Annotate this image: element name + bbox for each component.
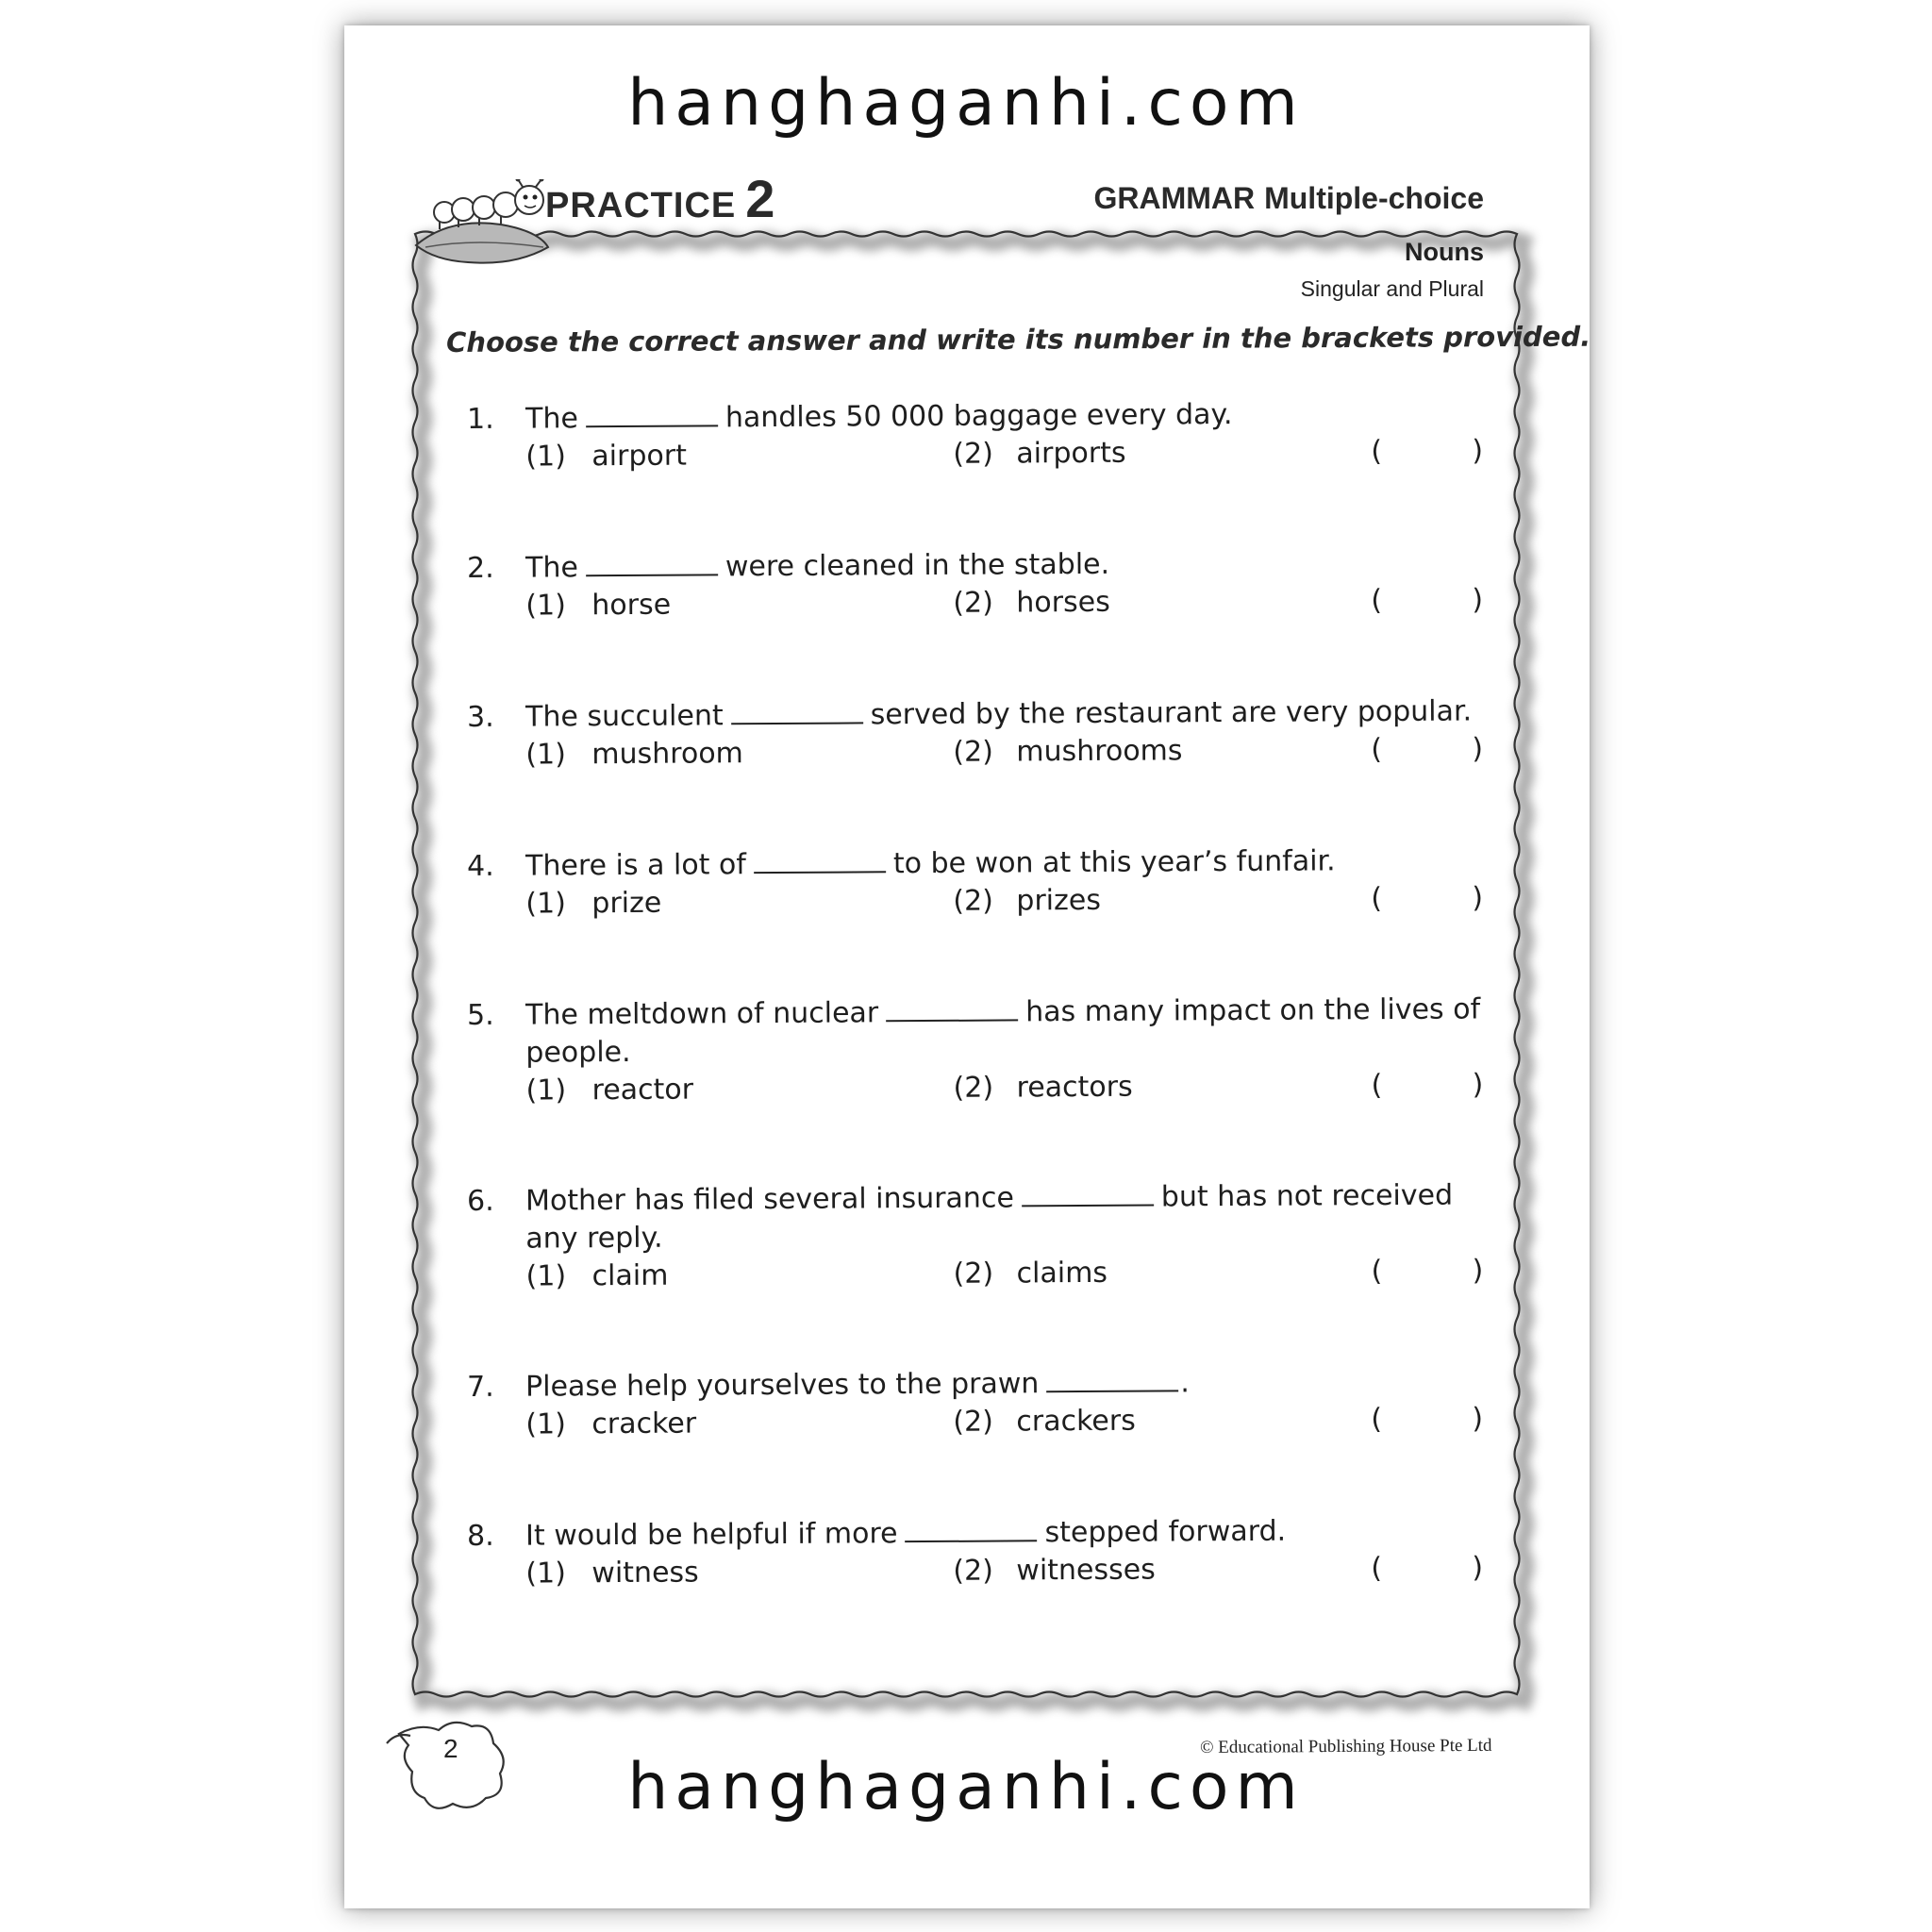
question-stem-end: to be won at this year’s funfair.: [892, 844, 1336, 881]
practice-number: 2: [745, 169, 775, 228]
caterpillar-leaf-icon: [411, 179, 553, 269]
question-number: 5.: [467, 998, 494, 1032]
answer-bracket-open[interactable]: (: [1371, 1552, 1383, 1586]
answer-bracket-open[interactable]: (: [1371, 733, 1383, 767]
option-1-text: claim: [591, 1258, 669, 1293]
question-stem-start: It would be helpful if more: [525, 1517, 898, 1553]
question-number: 3.: [467, 700, 494, 734]
option-1-text: witness: [591, 1556, 699, 1591]
answer-bracket-open[interactable]: (: [1371, 1255, 1383, 1289]
question-1: [467, 394, 1486, 476]
option-2-number: (2): [953, 1071, 994, 1105]
question-number: 6.: [467, 1184, 494, 1218]
option-2-text: horses: [1016, 585, 1110, 620]
question-stem-end: .: [1180, 1366, 1191, 1400]
question-stem-start: The succulent: [525, 699, 724, 734]
topic-title: Nouns: [1405, 238, 1484, 266]
option-2-text: prizes: [1016, 883, 1102, 918]
answer-bracket-open[interactable]: (: [1371, 882, 1383, 916]
option-2-number: (2): [953, 1405, 993, 1439]
option-2-number: (2): [953, 1257, 994, 1291]
question-stem-start: The meltdown of nuclear: [525, 996, 879, 1032]
answer-blank: [586, 549, 718, 576]
option-1-number: (1): [525, 738, 566, 772]
copyright-text: © Educational Publishing House Pte Ltd: [1200, 1735, 1492, 1757]
answer-bracket-close: ): [1472, 732, 1484, 766]
option-2-number: (2): [953, 1554, 993, 1588]
options-row: [467, 581, 1486, 625]
option-1-text: mushroom: [591, 737, 743, 772]
option-1-number: (1): [525, 1259, 567, 1293]
answer-bracket-close: ): [1472, 1551, 1484, 1585]
option-1-number: (1): [525, 1074, 567, 1108]
question-text-continued: any reply.: [525, 1221, 663, 1256]
question-text: [525, 692, 1472, 736]
question-text: [525, 1364, 1190, 1406]
options-row: [467, 1400, 1486, 1444]
question-2: [467, 543, 1486, 625]
options-row: [467, 432, 1486, 476]
question-number: 4.: [467, 849, 494, 883]
question-stem-end: but has not received: [1160, 1178, 1454, 1214]
practice-label: PRACTICE: [545, 186, 737, 225]
question-text: [525, 842, 1336, 885]
watermark-top: hanghaganhi.com: [627, 66, 1305, 141]
question-6: [467, 1176, 1487, 1296]
question-5: [467, 991, 1487, 1110]
option-2-number: (2): [953, 437, 993, 471]
answer-bracket-open[interactable]: (: [1371, 1069, 1383, 1103]
question-stem-end: were cleaned in the stable.: [724, 547, 1110, 584]
question-stem-start: There is a lot of: [525, 848, 747, 883]
question-stem-end: handles 50 000 baggage every day.: [724, 398, 1233, 435]
question-stem-start: Mother has filed several insurance: [525, 1181, 1014, 1218]
answer-bracket-close: ): [1472, 434, 1484, 468]
option-2-text: reactors: [1016, 1070, 1133, 1105]
option-2-number: (2): [953, 884, 993, 918]
options-row: [467, 1252, 1486, 1296]
question-7: [467, 1362, 1486, 1444]
answer-bracket-open[interactable]: (: [1371, 1403, 1383, 1437]
option-1-text: reactor: [591, 1073, 694, 1108]
answer-bracket-close: ): [1472, 583, 1484, 617]
question-text-continued: people.: [525, 1035, 631, 1070]
option-1-number: (1): [525, 440, 566, 474]
question-number: 1.: [467, 402, 494, 436]
option-2-number: (2): [953, 735, 993, 769]
option-1-text: horse: [591, 588, 672, 623]
option-2-number: (2): [953, 586, 993, 620]
page-number: 2: [443, 1734, 458, 1763]
answer-blank: [586, 400, 718, 427]
question-text: [525, 546, 1109, 588]
answer-bracket-close: ): [1472, 1254, 1484, 1288]
question-text: [525, 1513, 1286, 1556]
instruction-text: Choose the correct answer and write its number in the brackets provided.: [446, 320, 1591, 358]
option-1-text: airport: [591, 439, 688, 474]
subtopic-title: Singular and Plural: [1300, 276, 1484, 301]
answer-blank: [886, 994, 1018, 1022]
question-number: 2.: [467, 551, 494, 585]
question-4: [467, 841, 1486, 924]
answer-bracket-close: ): [1472, 881, 1484, 915]
options-row: [467, 1066, 1486, 1110]
question-stem-end: served by the restaurant are very popular.: [870, 694, 1473, 732]
practice-title: [545, 168, 774, 229]
question-3: [467, 692, 1486, 774]
option-1-number: (1): [525, 1557, 566, 1591]
question-stem-start: The: [525, 551, 579, 585]
question-text: [525, 1177, 1453, 1221]
question-stem-start: Please help yourselves to the prawn: [525, 1367, 1040, 1404]
answer-blank: [731, 697, 863, 724]
option-2-text: claims: [1016, 1256, 1108, 1291]
question-number: 7.: [467, 1370, 494, 1404]
question-stem-end: has many impact on the lives of: [1025, 992, 1481, 1029]
question-text: [525, 991, 1480, 1034]
question-8: [467, 1511, 1486, 1593]
answer-bracket-close: ): [1472, 1402, 1484, 1436]
question-stem-end: stepped forward.: [1044, 1514, 1287, 1550]
option-1-text: cracker: [591, 1407, 697, 1441]
question-number: 8.: [467, 1519, 494, 1553]
options-row: [467, 879, 1486, 924]
section-label: GRAMMAR: [1093, 181, 1256, 215]
section-heading: [1093, 181, 1484, 216]
option-2-text: mushrooms: [1016, 734, 1183, 769]
option-2-text: airports: [1016, 436, 1126, 471]
option-2-text: witnesses: [1016, 1553, 1156, 1588]
option-1-number: (1): [525, 1407, 566, 1441]
question-stem-start: The: [525, 402, 579, 436]
options-row: [467, 1549, 1486, 1593]
options-row: [467, 730, 1486, 774]
option-2-text: crackers: [1016, 1404, 1136, 1439]
option-1-number: (1): [525, 589, 566, 623]
answer-bracket-open[interactable]: (: [1371, 584, 1383, 618]
question-text: [525, 396, 1233, 439]
answer-blank: [1022, 1180, 1154, 1208]
answer-blank: [905, 1515, 1037, 1542]
answer-bracket-open[interactable]: (: [1371, 435, 1383, 469]
section-type: Multiple-choice: [1264, 181, 1484, 215]
watermark-bottom: hanghaganhi.com: [627, 1750, 1305, 1824]
answer-blank: [754, 846, 886, 874]
answer-blank: [1046, 1365, 1178, 1392]
option-1-text: prize: [591, 886, 662, 921]
answer-bracket-close: ): [1472, 1068, 1484, 1102]
option-1-number: (1): [525, 887, 566, 921]
